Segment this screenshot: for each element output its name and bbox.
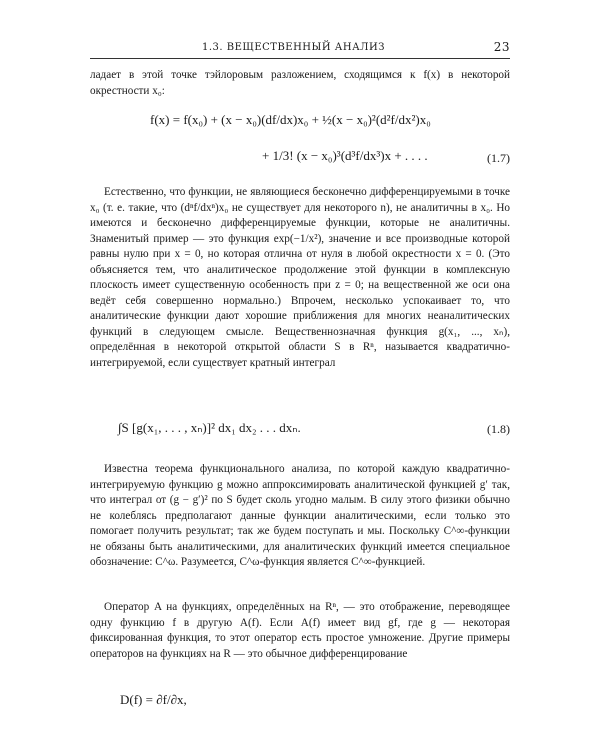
equation-differentiation: [120, 692, 187, 708]
running-header: [90, 38, 510, 59]
paragraph-taylor-intro: ладает в этой точке тэйлоровым разложением, сходящимся к f(x) в некоторой окрестности x₀:: [90, 69, 510, 97]
eq17-line2-text: + 1/3! (x − x₀)³(d³f/dx³)x + . . . .: [262, 148, 428, 163]
equation-number-1-8: (1.8): [487, 422, 510, 436]
paragraph-operators: Оператор A на функциях, определённых на Rⁿ, — это отображение, переводящее одну функцию f в другую A(f). Если A(f) имеет вид gf, где g — некоторая фиксированная функция, то этот оператор есть простое умножение. Другие примеры операторов на функциях на R — это обычное дифференцирование: [90, 601, 510, 660]
eq-diff-text: D(f) = ∂f/∂x,: [120, 692, 187, 707]
equation-1-8: [118, 420, 301, 436]
equation-1-7-line-2: [262, 148, 428, 164]
equation-1-7-line-1: [150, 112, 431, 128]
paragraph-analytic-functions: Естественно, что функции, не являющиеся бесконечно дифференцируемыми в точке x₀ (т. е. такие, что (dⁿf/dxⁿ)x₀ не существует для некоторого n), не аналитичны в x₀. Но имеются и бесконечно дифференцируемые функции, которые не аналитичны. Знаменитый пример — это функция exp(−1/x²), значение и все производные которой равны нулю при x = 0, но которая отлична от нуля в любой окрестности x = 0. (Это объясняется тем, что аналитическое продолжение этой функции в комплексную плоскость имеет существенную особенность при z = 0; на вещественной же оси она ведёт себя совершенно нормально.) Впрочем, несколько успокаивает то, что аналитические функции дают хорошие приближения для многих неаналитических функций в следующем смысле. Вещественнозначная функция g(x₁, ..., xₙ), определённая в некоторой открытой области S в Rⁿ, называется квадратично-интегрируемой, если существует кратный интеграл: [90, 186, 510, 369]
equation-number-1-7: (1.7): [487, 151, 510, 165]
eq17-line1-text: f(x) = f(x₀) + (x − x₀)(df/dx)x₀ + ½(x − x₀)²(d²f/dx²)x₀: [150, 112, 431, 127]
page-number: 23: [493, 40, 510, 54]
section-title: 1.3. ВЕЩЕСТВЕННЫЙ АНАЛИЗ: [202, 42, 385, 53]
paragraph-approximation-theorem: Известна теорема функционального анализа, по которой каждую квадратично-интегрируемую функцию g можно аппроксимировать аналитической функцией g′ так, что интеграл от (g − g′)² по S будет сколь угодно малым. В силу этого физики обычно не колеблясь предполагают данные функции аналитическими, если только это помогает получить результат; так же будем поступать и мы. Поскольку C^∞-функции не обязаны быть аналитическими, для аналитических функций имеется специальное обозначение: C^ω. Разумеется, C^ω-функция является C^∞-функцией.: [90, 463, 510, 568]
eq18-text: ∫S [g(x₁, . . . , xₙ)]² dx₁ dx₂ . . . dxₙ.: [118, 420, 301, 435]
